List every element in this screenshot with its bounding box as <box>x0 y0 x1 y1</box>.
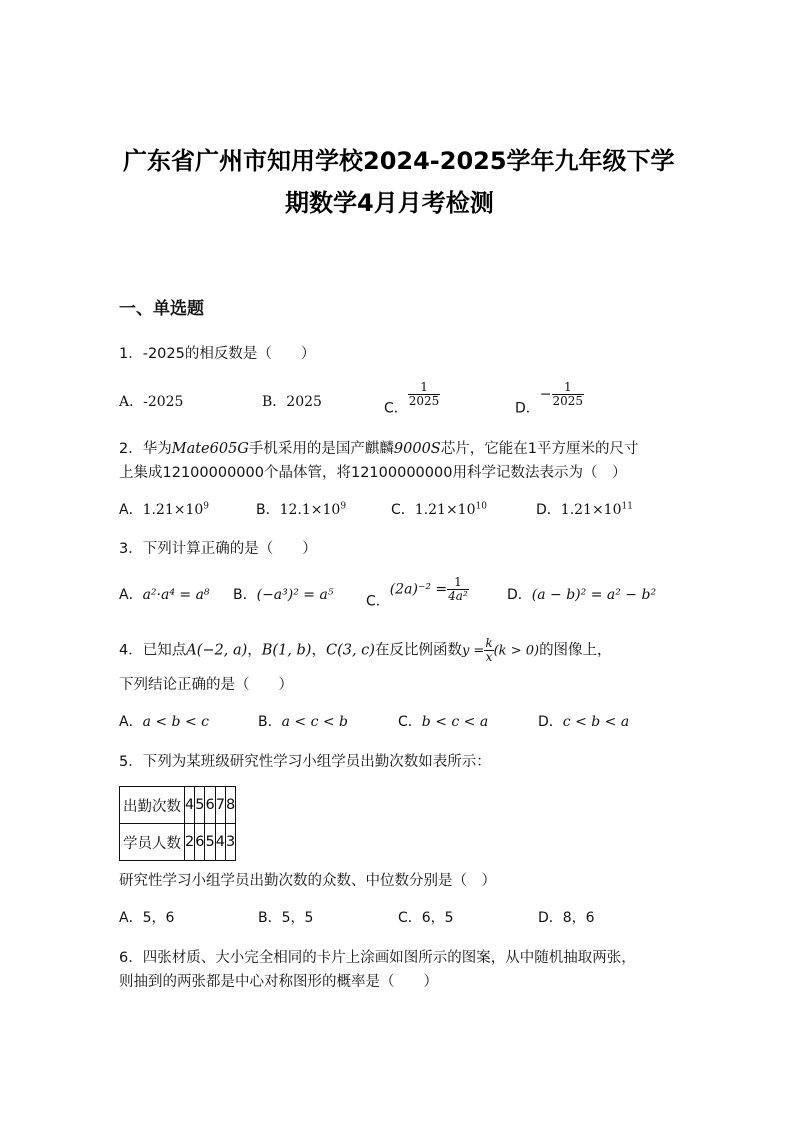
q4-function-fraction <box>484 637 493 664</box>
option-value: 1.21×10 <box>414 502 476 518</box>
option-expression: b < c < a <box>421 714 489 730</box>
q1-option-c-label: C． <box>384 400 408 417</box>
page-title-line2: 期数学4月月考检测 <box>285 189 494 217</box>
q4-sep-1: ， <box>247 642 262 659</box>
q2-text-1: 2．华为 <box>119 441 172 457</box>
q4-text-2: 在反比例函数 <box>374 642 462 659</box>
q4-option-b <box>258 711 348 731</box>
option-label: B． <box>233 587 257 603</box>
option-exponent: 10 <box>475 501 487 512</box>
q4-condition: (k > 0) <box>493 643 540 659</box>
q4-text-3: 的图像上， <box>539 642 612 659</box>
q3-option-d <box>507 584 656 604</box>
option-label: A． <box>119 587 143 603</box>
option-value: 1.21×10 <box>560 502 622 518</box>
q4-point-c: C(3, c) <box>325 642 375 659</box>
question-2-line1 <box>119 437 638 458</box>
option-value: 12.1×10 <box>279 502 341 518</box>
table-cell: 5 <box>205 824 215 861</box>
option-value: 1.21×10 <box>142 502 204 518</box>
option-expression: (2a)⁻² = <box>389 581 448 598</box>
option-label: A． <box>119 502 143 518</box>
option-label: B． <box>258 714 282 730</box>
q4-function-y: y = <box>461 643 485 659</box>
fraction-numerator: 1 <box>447 576 469 590</box>
fraction-denominator: 4a² <box>448 589 468 603</box>
q2-option-b <box>256 499 346 519</box>
q5-option-a: A．5，6 <box>119 910 175 926</box>
q1-option-d-label: D． <box>515 400 540 417</box>
q1-option-a: A．-2025 <box>119 394 184 410</box>
question-4-line2: 下列结论正确的是（ ） <box>119 677 293 693</box>
question-2-line2: 上集成12100000000个晶体管，将12100000000用科学记数法表示为（ ） <box>119 465 627 481</box>
table-cell: 5 <box>195 787 205 824</box>
q3-option-c-fraction <box>447 576 469 603</box>
q4-text-1: 4．已知点 <box>119 642 187 659</box>
page-title-line1: 广东省广州市知用学校2024-2025学年九年级下学 <box>123 147 675 175</box>
option-label: D． <box>507 587 532 603</box>
q5-option-d: D．8，6 <box>538 910 595 926</box>
question-1-stem: 1．-2025的相反数是（ ） <box>119 346 316 362</box>
q4-option-c <box>398 711 488 731</box>
question-3-stem: 3．下列计算正确的是（ ） <box>119 541 317 557</box>
q3-option-c <box>366 576 469 611</box>
table-cell: 4 <box>215 824 225 861</box>
table-cell: 7 <box>215 787 225 824</box>
question-6-line1: 6．四张材质、大小完全相同的卡片上涂画如图所示的图案，从中随机抽取两张， <box>119 950 636 966</box>
option-expression: a < c < b <box>281 714 349 730</box>
fraction-numerator: 1 <box>552 381 585 395</box>
q4-point-b: B(1, b) <box>261 642 312 659</box>
option-exponent: 9 <box>340 501 347 512</box>
q2-option-c <box>391 499 487 519</box>
fraction-numerator: 1 <box>408 381 441 395</box>
q1-option-d-sign: − <box>539 386 552 403</box>
q4-point-a: A(−2, a) <box>186 642 248 659</box>
question-6-line2: 则抽到的两张都是中心对称图形的概率是（ ） <box>119 974 438 990</box>
q5-option-b: B．5，5 <box>258 910 314 926</box>
option-label: D． <box>538 714 563 730</box>
option-exponent: 9 <box>203 501 210 512</box>
table-cell: 2 <box>185 824 195 861</box>
question-5-question: 研究性学习小组学员出勤次数的众数、中位数分别是（ ） <box>119 873 496 889</box>
table-cell: 6 <box>195 824 205 861</box>
q5-option-c: C．6，5 <box>398 910 454 926</box>
q2-phone-model: Mate605G <box>171 441 249 457</box>
fraction-denominator: x <box>485 650 493 664</box>
table-cell: 4 <box>185 787 195 824</box>
option-expression: (a − b)² = a² − b² <box>531 587 657 603</box>
question-5-stem: 5．下列为某班级研究性学习小组学员出勤次数如表所示： <box>119 754 491 770</box>
fraction-numerator: k <box>485 636 493 650</box>
q1-option-d-fraction <box>552 381 585 408</box>
option-label: D． <box>536 502 561 518</box>
table-row-header: 学员人数 <box>120 824 185 861</box>
q1-option-d <box>515 381 584 418</box>
table-row <box>120 787 236 824</box>
fraction-denominator: 2025 <box>408 394 440 408</box>
q4-option-d <box>538 711 629 731</box>
table-cell: 8 <box>225 787 235 824</box>
option-expression: c < b < a <box>562 714 630 730</box>
section-heading: 一、单选题 <box>119 299 204 319</box>
q3-option-b <box>233 584 333 604</box>
q3-option-a <box>119 584 210 604</box>
q4-option-a <box>119 711 209 731</box>
q1-option-c-fraction <box>408 381 441 408</box>
q2-text-2: 手机采用的是国产麒麟 <box>248 441 394 457</box>
fraction-denominator: 2025 <box>552 394 584 408</box>
attendance-table <box>119 786 236 861</box>
q2-text-3: 芯片，它能在1平方厘米的尺寸 <box>440 441 639 457</box>
option-label: C． <box>366 593 390 610</box>
q2-chip-name: 9000S <box>393 441 441 457</box>
q1-option-c <box>384 381 440 418</box>
option-label: B． <box>256 502 280 518</box>
option-expression: a²·a⁴ = a⁸ <box>142 587 210 603</box>
option-expression: a < b < c <box>142 714 209 730</box>
option-expression: (−a³)² = a⁵ <box>256 587 334 603</box>
table-row-header: 出勤次数 <box>120 787 185 824</box>
table-cell: 6 <box>205 787 215 824</box>
table-row <box>120 824 236 861</box>
q1-option-b: B．2025 <box>262 394 322 410</box>
option-label: C． <box>398 714 422 730</box>
option-label: A． <box>119 714 143 730</box>
q4-sep-2: ， <box>311 642 326 659</box>
option-exponent: 11 <box>621 501 633 512</box>
table-cell: 3 <box>225 824 235 861</box>
option-label: C． <box>391 502 415 518</box>
q2-option-d <box>536 499 633 519</box>
q2-option-a <box>119 499 209 519</box>
question-4-line1 <box>119 637 612 664</box>
